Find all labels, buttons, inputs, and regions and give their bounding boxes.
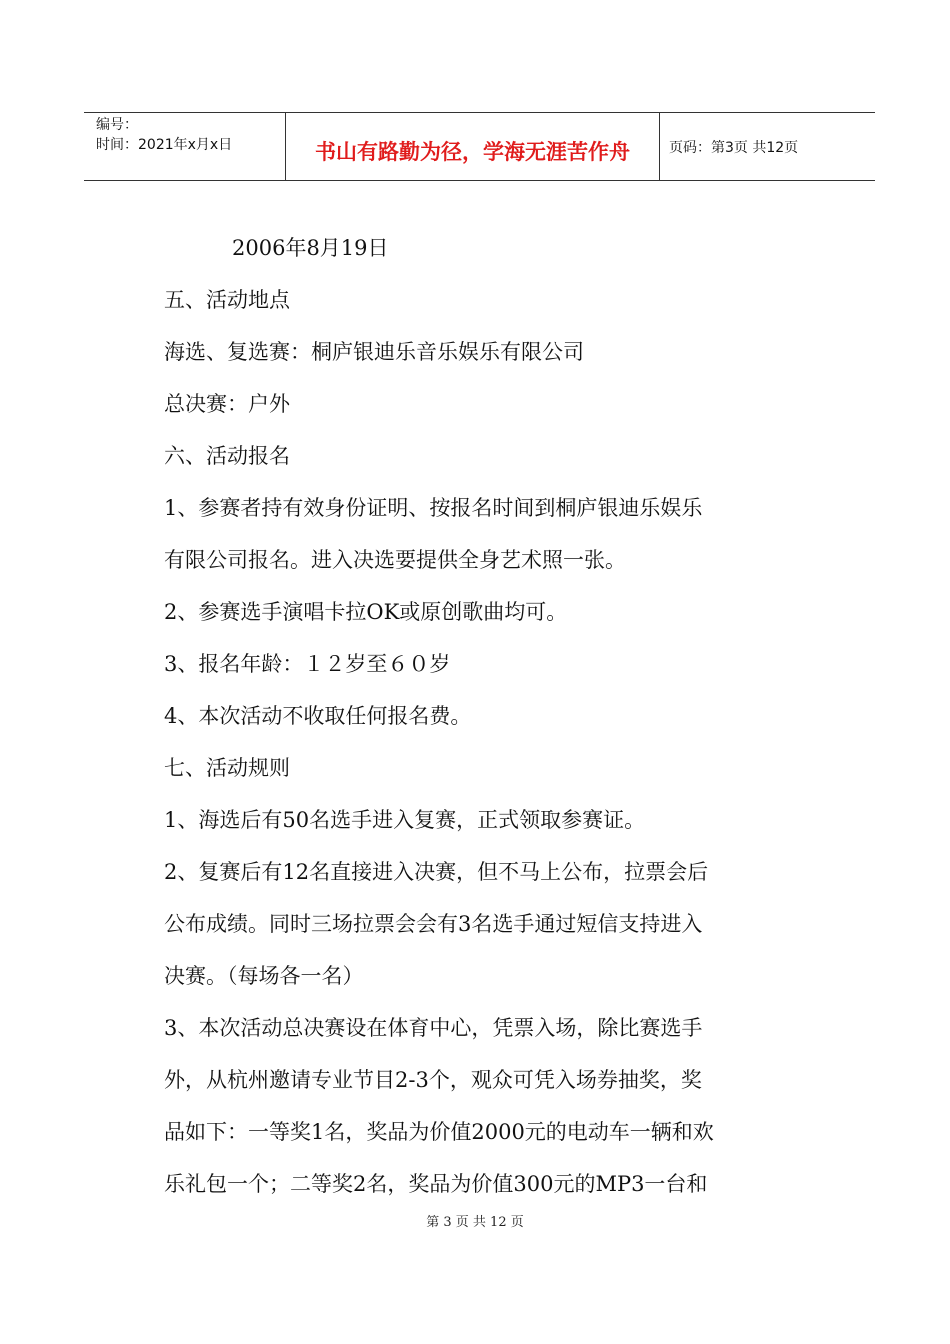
page-header <box>84 112 875 181</box>
paragraph-line: 海选、复选赛：桐庐银迪乐音乐娱乐有限公司 <box>164 340 584 364</box>
paragraph-line: 3、报名年龄：１２岁至６０岁 <box>164 652 451 676</box>
paragraph-line: 2、复赛后有12名直接进入决赛，但不马上公布，拉票会后 <box>164 860 709 884</box>
header-page-info: 页码：第3页 共12页 <box>669 139 799 156</box>
header-meta <box>84 113 286 180</box>
paragraph-line: 2、参赛选手演唱卡拉OK或原创歌曲均可。 <box>164 600 568 624</box>
time-label: 时间：2021年x月x日 <box>96 137 233 153</box>
paragraph-line: 4、本次活动不收取任何报名费。 <box>164 704 472 728</box>
section-heading-location: 五、活动地点 <box>164 288 290 312</box>
paragraph-line: 总决赛：户外 <box>164 392 290 416</box>
paragraph-line: 决赛。（每场各一名） <box>164 964 364 988</box>
paragraph-line: 有限公司报名。进入决选要提供全身艺术照一张。 <box>164 548 626 572</box>
paragraph-line: 公布成绩。同时三场拉票会会有3名选手通过短信支持进入 <box>164 912 703 936</box>
paragraph-line: 1、参赛者持有效身份证明、按报名时间到桐庐银迪乐娱乐 <box>164 496 703 520</box>
page-footer: 第 3 页 共 12 页 <box>426 1215 524 1230</box>
paragraph-line: 品如下：一等奖1名，奖品为价值2000元的电动车一辆和欢 <box>164 1120 714 1144</box>
number-label: 编号： <box>96 117 138 133</box>
paragraph-line: 乐礼包一个；二等奖2名，奖品为价值300元的MP3一台和 <box>164 1172 708 1196</box>
paragraph-line: 1、海选后有50名选手进入复赛，正式领取参赛证。 <box>164 808 646 832</box>
date-line: 2006年8月19日 <box>232 236 389 260</box>
section-heading-rules: 七、活动规则 <box>164 756 290 780</box>
paragraph-line: 3、本次活动总决赛设在体育中心，凭票入场，除比赛选手 <box>164 1016 703 1040</box>
document-body <box>164 222 804 1210</box>
paragraph-line: 外，从杭州邀请专业节目2-3个，观众可凭入场券抽奖，奖 <box>164 1068 702 1092</box>
header-motto: 书山有路勤为径，学海无涯苦作舟 <box>286 113 660 180</box>
section-heading-registration: 六、活动报名 <box>164 444 290 468</box>
